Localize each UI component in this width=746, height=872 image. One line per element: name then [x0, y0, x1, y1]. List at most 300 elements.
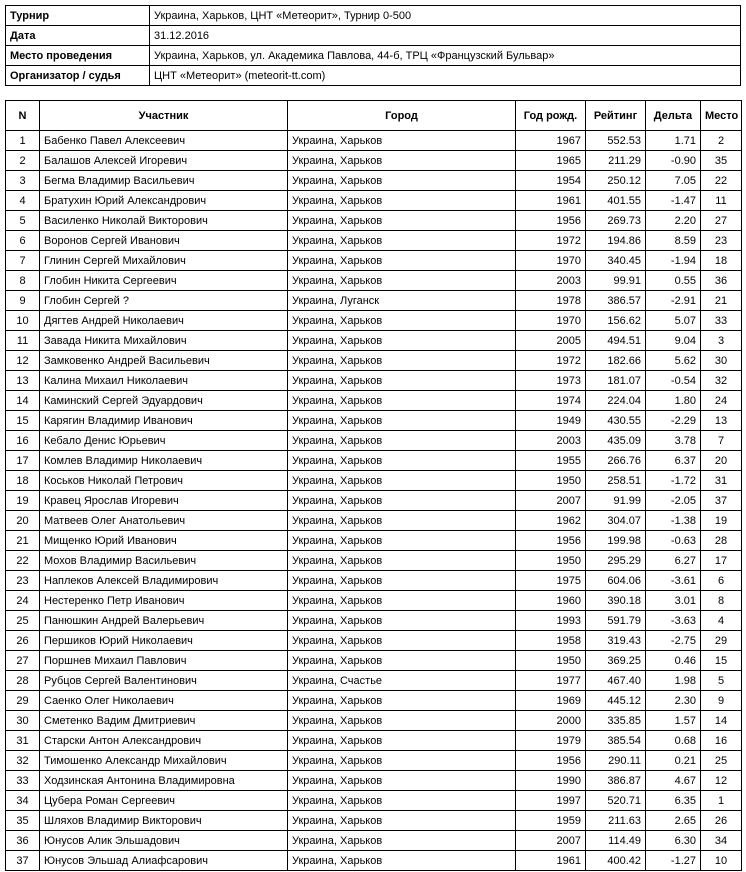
- rating: 211.29: [586, 151, 646, 171]
- place: 7: [701, 431, 742, 451]
- delta: 8.59: [646, 231, 701, 251]
- delta: -1.47: [646, 191, 701, 211]
- row-number: 2: [6, 151, 40, 171]
- participant-name: Бегма Владимир Васильевич: [40, 171, 288, 191]
- delta: -2.75: [646, 631, 701, 651]
- rating: 290.11: [586, 751, 646, 771]
- participant-name: Юнусов Эльшад Алиафсарович: [40, 851, 288, 871]
- table-row: [6, 811, 742, 831]
- city: Украина, Харьков: [288, 231, 516, 251]
- table-row: [6, 851, 742, 871]
- place: 25: [701, 751, 742, 771]
- city: Украина, Харьков: [288, 571, 516, 591]
- table-row: [6, 751, 742, 771]
- delta: -0.54: [646, 371, 701, 391]
- table-row: [6, 131, 742, 151]
- participant-name: Рубцов Сергей Валентинович: [40, 671, 288, 691]
- info-row-venue: [6, 46, 741, 66]
- participant-name: Поршнев Михаил Павлович: [40, 651, 288, 671]
- row-number: 20: [6, 511, 40, 531]
- delta: 0.46: [646, 651, 701, 671]
- row-number: 19: [6, 491, 40, 511]
- city: Украина, Харьков: [288, 851, 516, 871]
- info-row-date: [6, 26, 741, 46]
- info-row-tournament: [6, 6, 741, 26]
- birth-year: 1954: [516, 171, 586, 191]
- table-row: [6, 511, 742, 531]
- rating: 467.40: [586, 671, 646, 691]
- table-row: [6, 591, 742, 611]
- birth-year: 1955: [516, 451, 586, 471]
- birth-year: 1950: [516, 551, 586, 571]
- row-number: 26: [6, 631, 40, 651]
- rating: 386.87: [586, 771, 646, 791]
- place: 17: [701, 551, 742, 571]
- birth-year: 1949: [516, 411, 586, 431]
- rating: 435.09: [586, 431, 646, 451]
- row-number: 30: [6, 711, 40, 731]
- delta: -2.29: [646, 411, 701, 431]
- city: Украина, Харьков: [288, 751, 516, 771]
- participant-name: Тимошенко Александр Михайлович: [40, 751, 288, 771]
- participant-name: Братухин Юрий Александрович: [40, 191, 288, 211]
- tournament-info-table: [5, 5, 741, 86]
- table-row: [6, 351, 742, 371]
- city: Украина, Харьков: [288, 531, 516, 551]
- participant-name: Глобин Никита Сергеевич: [40, 271, 288, 291]
- rating: 224.04: [586, 391, 646, 411]
- row-number: 11: [6, 331, 40, 351]
- delta: 3.01: [646, 591, 701, 611]
- row-number: 4: [6, 191, 40, 211]
- table-row: [6, 611, 742, 631]
- birth-year: 1950: [516, 651, 586, 671]
- table-row: [6, 831, 742, 851]
- participant-name: Наплеков Алексей Владимирович: [40, 571, 288, 591]
- participant-name: Бабенко Павел Алексеевич: [40, 131, 288, 151]
- city: Украина, Харьков: [288, 211, 516, 231]
- table-row: [6, 451, 742, 471]
- birth-year: 1972: [516, 351, 586, 371]
- delta: 2.65: [646, 811, 701, 831]
- row-number: 13: [6, 371, 40, 391]
- place: 34: [701, 831, 742, 851]
- delta: 3.78: [646, 431, 701, 451]
- table-row: [6, 631, 742, 651]
- delta: 6.27: [646, 551, 701, 571]
- delta: 9.04: [646, 331, 701, 351]
- delta: -1.94: [646, 251, 701, 271]
- birth-year: 1969: [516, 691, 586, 711]
- row-number: 28: [6, 671, 40, 691]
- place: 16: [701, 731, 742, 751]
- info-label: Место проведения: [6, 46, 150, 66]
- delta: 5.07: [646, 311, 701, 331]
- place: 24: [701, 391, 742, 411]
- info-value: Украина, Харьков, ЦНТ «Метеорит», Турнир 0-500: [150, 6, 741, 26]
- place: 12: [701, 771, 742, 791]
- place: 29: [701, 631, 742, 651]
- birth-year: 1979: [516, 731, 586, 751]
- delta: 0.21: [646, 751, 701, 771]
- delta: 4.67: [646, 771, 701, 791]
- delta: 0.68: [646, 731, 701, 751]
- birth-year: 1970: [516, 251, 586, 271]
- birth-year: 1977: [516, 671, 586, 691]
- participant-name: Ходзинская Антонина Владимировна: [40, 771, 288, 791]
- place: 21: [701, 291, 742, 311]
- place: 23: [701, 231, 742, 251]
- birth-year: 1978: [516, 291, 586, 311]
- city: Украина, Харьков: [288, 791, 516, 811]
- participant-name: Завада Никита Михайлович: [40, 331, 288, 351]
- table-row: [6, 211, 742, 231]
- rating: 211.63: [586, 811, 646, 831]
- rating: 269.73: [586, 211, 646, 231]
- city: Украина, Харьков: [288, 311, 516, 331]
- city: Украина, Харьков: [288, 771, 516, 791]
- table-row: [6, 671, 742, 691]
- rating: 385.54: [586, 731, 646, 751]
- delta: 2.20: [646, 211, 701, 231]
- participant-name: Каминский Сергей Эдуардович: [40, 391, 288, 411]
- city: Украина, Харьков: [288, 151, 516, 171]
- rating: 390.18: [586, 591, 646, 611]
- row-number: 29: [6, 691, 40, 711]
- birth-year: 1956: [516, 531, 586, 551]
- delta: -1.38: [646, 511, 701, 531]
- row-number: 3: [6, 171, 40, 191]
- rating: 319.43: [586, 631, 646, 651]
- row-number: 22: [6, 551, 40, 571]
- city: Украина, Харьков: [288, 611, 516, 631]
- rating: 401.55: [586, 191, 646, 211]
- city: Украина, Харьков: [288, 371, 516, 391]
- rating: 266.76: [586, 451, 646, 471]
- row-number: 23: [6, 571, 40, 591]
- place: 27: [701, 211, 742, 231]
- participant-name: Цубера Роман Сергеевич: [40, 791, 288, 811]
- city: Украина, Харьков: [288, 691, 516, 711]
- participant-name: Панюшкин Андрей Валерьевич: [40, 611, 288, 631]
- table-row: [6, 431, 742, 451]
- delta: -0.63: [646, 531, 701, 551]
- birth-year: 2000: [516, 711, 586, 731]
- row-number: 35: [6, 811, 40, 831]
- place: 10: [701, 851, 742, 871]
- birth-year: 1959: [516, 811, 586, 831]
- rating: 520.71: [586, 791, 646, 811]
- participant-name: Дягтев Андрей Николаевич: [40, 311, 288, 331]
- city: Украина, Счастье: [288, 671, 516, 691]
- rating: 258.51: [586, 471, 646, 491]
- city: Украина, Харьков: [288, 711, 516, 731]
- table-row: [6, 311, 742, 331]
- row-number: 27: [6, 651, 40, 671]
- row-number: 31: [6, 731, 40, 751]
- participant-name: Комлев Владимир Николаевич: [40, 451, 288, 471]
- info-value: ЦНТ «Метеорит» (meteorit-tt.com): [150, 66, 741, 86]
- delta: 1.71: [646, 131, 701, 151]
- birth-year: 1974: [516, 391, 586, 411]
- participant-name: Карягин Владимир Иванович: [40, 411, 288, 431]
- place: 19: [701, 511, 742, 531]
- column-header-city: Город: [288, 101, 516, 131]
- city: Украина, Харьков: [288, 271, 516, 291]
- rating: 494.51: [586, 331, 646, 351]
- row-number: 34: [6, 791, 40, 811]
- participant-name: Калина Михаил Николаевич: [40, 371, 288, 391]
- table-row: [6, 291, 742, 311]
- delta: 1.80: [646, 391, 701, 411]
- delta: 0.55: [646, 271, 701, 291]
- delta: 5.62: [646, 351, 701, 371]
- row-number: 12: [6, 351, 40, 371]
- city: Украина, Харьков: [288, 551, 516, 571]
- birth-year: 1972: [516, 231, 586, 251]
- participant-name: Василенко Николай Викторович: [40, 211, 288, 231]
- table-row: [6, 171, 742, 191]
- rating: 250.12: [586, 171, 646, 191]
- row-number: 10: [6, 311, 40, 331]
- table-row: [6, 551, 742, 571]
- city: Украина, Харьков: [288, 411, 516, 431]
- birth-year: 1965: [516, 151, 586, 171]
- participant-name: Кравец Ярослав Игоревич: [40, 491, 288, 511]
- results-body: [6, 131, 742, 871]
- participant-name: Саенко Олег Николаевич: [40, 691, 288, 711]
- info-row-organizer: [6, 66, 741, 86]
- column-header-number: N: [6, 101, 40, 131]
- tournament-info-body: [6, 6, 741, 86]
- place: 18: [701, 251, 742, 271]
- participant-name: Коськов Николай Петрович: [40, 471, 288, 491]
- place: 20: [701, 451, 742, 471]
- participant-name: Мохов Владимир Васильевич: [40, 551, 288, 571]
- column-header-delta: Дельта: [646, 101, 701, 131]
- delta: -3.61: [646, 571, 701, 591]
- info-label: Турнир: [6, 6, 150, 26]
- delta: -2.05: [646, 491, 701, 511]
- delta: -2.91: [646, 291, 701, 311]
- rating: 335.85: [586, 711, 646, 731]
- info-value: 31.12.2016: [150, 26, 741, 46]
- place: 33: [701, 311, 742, 331]
- birth-year: 1973: [516, 371, 586, 391]
- delta: -1.72: [646, 471, 701, 491]
- rating: 114.49: [586, 831, 646, 851]
- city: Украина, Харьков: [288, 351, 516, 371]
- table-row: [6, 531, 742, 551]
- table-row: [6, 651, 742, 671]
- participant-name: Сметенко Вадим Дмитриевич: [40, 711, 288, 731]
- rating: 369.25: [586, 651, 646, 671]
- rating: 304.07: [586, 511, 646, 531]
- birth-year: 2003: [516, 431, 586, 451]
- table-row: [6, 391, 742, 411]
- row-number: 36: [6, 831, 40, 851]
- column-header-birth-year: Год рожд.: [516, 101, 586, 131]
- row-number: 21: [6, 531, 40, 551]
- column-header-rating: Рейтинг: [586, 101, 646, 131]
- row-number: 25: [6, 611, 40, 631]
- table-row: [6, 471, 742, 491]
- results-header-row: [6, 101, 742, 131]
- row-number: 17: [6, 451, 40, 471]
- column-header-place: Место: [701, 101, 742, 131]
- delta: 6.35: [646, 791, 701, 811]
- place: 36: [701, 271, 742, 291]
- rating: 591.79: [586, 611, 646, 631]
- row-number: 37: [6, 851, 40, 871]
- birth-year: 1961: [516, 851, 586, 871]
- delta: 6.37: [646, 451, 701, 471]
- birth-year: 1960: [516, 591, 586, 611]
- delta: -1.27: [646, 851, 701, 871]
- birth-year: 1961: [516, 191, 586, 211]
- birth-year: 2005: [516, 331, 586, 351]
- table-row: [6, 491, 742, 511]
- table-row: [6, 371, 742, 391]
- place: 15: [701, 651, 742, 671]
- rating: 91.99: [586, 491, 646, 511]
- birth-year: 1997: [516, 791, 586, 811]
- place: 13: [701, 411, 742, 431]
- birth-year: 2007: [516, 831, 586, 851]
- place: 2: [701, 131, 742, 151]
- table-row: [6, 771, 742, 791]
- city: Украина, Харьков: [288, 651, 516, 671]
- birth-year: 2007: [516, 491, 586, 511]
- table-row: [6, 251, 742, 271]
- place: 30: [701, 351, 742, 371]
- row-number: 9: [6, 291, 40, 311]
- rating: 156.62: [586, 311, 646, 331]
- birth-year: 1993: [516, 611, 586, 631]
- birth-year: 1956: [516, 751, 586, 771]
- table-row: [6, 191, 742, 211]
- birth-year: 1967: [516, 131, 586, 151]
- participant-name: Шляхов Владимир Викторович: [40, 811, 288, 831]
- rating: 295.29: [586, 551, 646, 571]
- column-header-participant: Участник: [40, 101, 288, 131]
- city: Украина, Харьков: [288, 391, 516, 411]
- place: 26: [701, 811, 742, 831]
- delta: 6.30: [646, 831, 701, 851]
- rating: 194.86: [586, 231, 646, 251]
- table-row: [6, 791, 742, 811]
- birth-year: 2003: [516, 271, 586, 291]
- city: Украина, Харьков: [288, 131, 516, 151]
- rating: 604.06: [586, 571, 646, 591]
- table-row: [6, 571, 742, 591]
- city: Украина, Харьков: [288, 831, 516, 851]
- row-number: 18: [6, 471, 40, 491]
- place: 5: [701, 671, 742, 691]
- place: 35: [701, 151, 742, 171]
- row-number: 15: [6, 411, 40, 431]
- city: Украина, Харьков: [288, 631, 516, 651]
- place: 9: [701, 691, 742, 711]
- table-row: [6, 331, 742, 351]
- delta: 2.30: [646, 691, 701, 711]
- place: 11: [701, 191, 742, 211]
- participant-name: Балашов Алексей Игоревич: [40, 151, 288, 171]
- place: 37: [701, 491, 742, 511]
- rating: 386.57: [586, 291, 646, 311]
- rating: 181.07: [586, 371, 646, 391]
- city: Украина, Харьков: [288, 431, 516, 451]
- city: Украина, Луганск: [288, 291, 516, 311]
- birth-year: 1975: [516, 571, 586, 591]
- city: Украина, Харьков: [288, 731, 516, 751]
- rating: 182.66: [586, 351, 646, 371]
- results-table: [5, 100, 742, 871]
- participant-name: Старски Антон Александрович: [40, 731, 288, 751]
- row-number: 33: [6, 771, 40, 791]
- place: 8: [701, 591, 742, 611]
- row-number: 14: [6, 391, 40, 411]
- participant-name: Воронов Сергей Иванович: [40, 231, 288, 251]
- place: 32: [701, 371, 742, 391]
- participant-name: Юнусов Алик Эльшадович: [40, 831, 288, 851]
- info-label: Организатор / судья: [6, 66, 150, 86]
- city: Украина, Харьков: [288, 171, 516, 191]
- birth-year: 1990: [516, 771, 586, 791]
- delta: 7.05: [646, 171, 701, 191]
- table-row: [6, 151, 742, 171]
- city: Украина, Харьков: [288, 491, 516, 511]
- info-value: Украина, Харьков, ул. Академика Павлова, 44-б, ТРЦ «Французский Бульвар»: [150, 46, 741, 66]
- rating: 199.98: [586, 531, 646, 551]
- place: 14: [701, 711, 742, 731]
- info-label: Дата: [6, 26, 150, 46]
- participant-name: Нестеренко Петр Иванович: [40, 591, 288, 611]
- city: Украина, Харьков: [288, 451, 516, 471]
- place: 4: [701, 611, 742, 631]
- delta: -3.63: [646, 611, 701, 631]
- row-number: 1: [6, 131, 40, 151]
- table-row: [6, 691, 742, 711]
- delta: 1.57: [646, 711, 701, 731]
- table-row: [6, 271, 742, 291]
- row-number: 6: [6, 231, 40, 251]
- place: 31: [701, 471, 742, 491]
- place: 22: [701, 171, 742, 191]
- city: Украина, Харьков: [288, 251, 516, 271]
- place: 6: [701, 571, 742, 591]
- birth-year: 1958: [516, 631, 586, 651]
- delta: -0.90: [646, 151, 701, 171]
- city: Украина, Харьков: [288, 331, 516, 351]
- participant-name: Мищенко Юрий Иванович: [40, 531, 288, 551]
- row-number: 8: [6, 271, 40, 291]
- participant-name: Матвеев Олег Анатольевич: [40, 511, 288, 531]
- row-number: 16: [6, 431, 40, 451]
- table-row: [6, 731, 742, 751]
- rating: 99.91: [586, 271, 646, 291]
- rating: 445.12: [586, 691, 646, 711]
- city: Украина, Харьков: [288, 811, 516, 831]
- rating: 430.55: [586, 411, 646, 431]
- table-row: [6, 231, 742, 251]
- birth-year: 1962: [516, 511, 586, 531]
- participant-name: Глинин Сергей Михайлович: [40, 251, 288, 271]
- city: Украина, Харьков: [288, 591, 516, 611]
- participant-name: Кебало Денис Юрьевич: [40, 431, 288, 451]
- rating: 552.53: [586, 131, 646, 151]
- row-number: 5: [6, 211, 40, 231]
